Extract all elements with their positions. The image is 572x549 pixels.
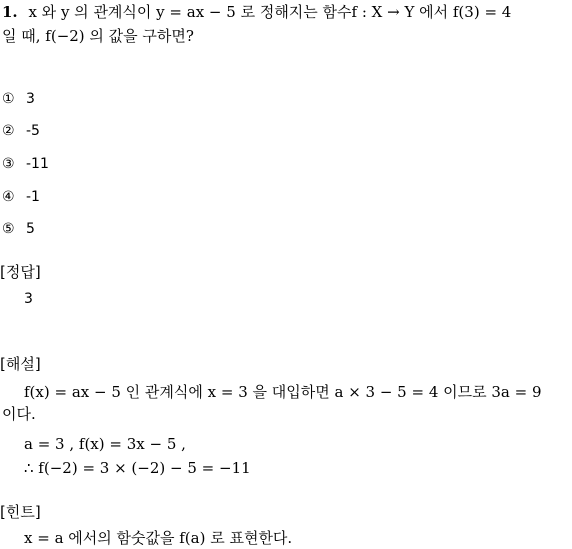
choice-5[interactable] — [2, 218, 35, 239]
choice-value-1: 3 — [26, 91, 35, 107]
answer-title: [정답] — [0, 263, 41, 281]
question-text-1: x 와 y 의 관계식이 y = ax − 5 로 정해지는 함수f : X → Y 에서 f(3) = 4 — [28, 3, 512, 21]
choice-3[interactable] — [2, 153, 49, 174]
choice-value-4: -1 — [26, 189, 40, 205]
choice-4[interactable] — [2, 186, 40, 207]
choice-2[interactable] — [2, 120, 40, 141]
choice-mark-4: ④ — [2, 189, 15, 205]
choice-mark-5: ⑤ — [2, 221, 15, 237]
question-line-1 — [2, 2, 511, 22]
explanation-title: [해설] — [0, 355, 41, 373]
hint-line-1: x = a 에서의 함숫값을 f(a) 로 표현한다. — [24, 529, 293, 547]
choice-mark-1: ① — [2, 91, 15, 107]
explanation-line-4: ∴ f(−2) = 3 × (−2) − 5 = −11 — [24, 459, 251, 477]
choice-value-3: -11 — [26, 156, 49, 172]
question-line-2: 일 때, f(−2) 의 값을 구하면? — [2, 27, 194, 45]
choice-value-2: -5 — [26, 123, 40, 139]
explanation-line-3: a = 3 , f(x) = 3x − 5 , — [24, 435, 186, 453]
choice-mark-2: ② — [2, 123, 15, 139]
choice-value-5: 5 — [26, 221, 35, 237]
choice-mark-3: ③ — [2, 156, 15, 172]
explanation-line-2: 이다. — [2, 405, 36, 423]
explanation-line-1: f(x) = ax − 5 인 관계식에 x = 3 을 대입하면 a × 3 − 5 = 4 이므로 3a = 9 — [24, 383, 542, 401]
answer-value: 3 — [24, 291, 33, 307]
question-number: 1. — [2, 3, 18, 21]
hint-title: [힌트] — [0, 503, 41, 521]
choice-1[interactable] — [2, 88, 35, 109]
